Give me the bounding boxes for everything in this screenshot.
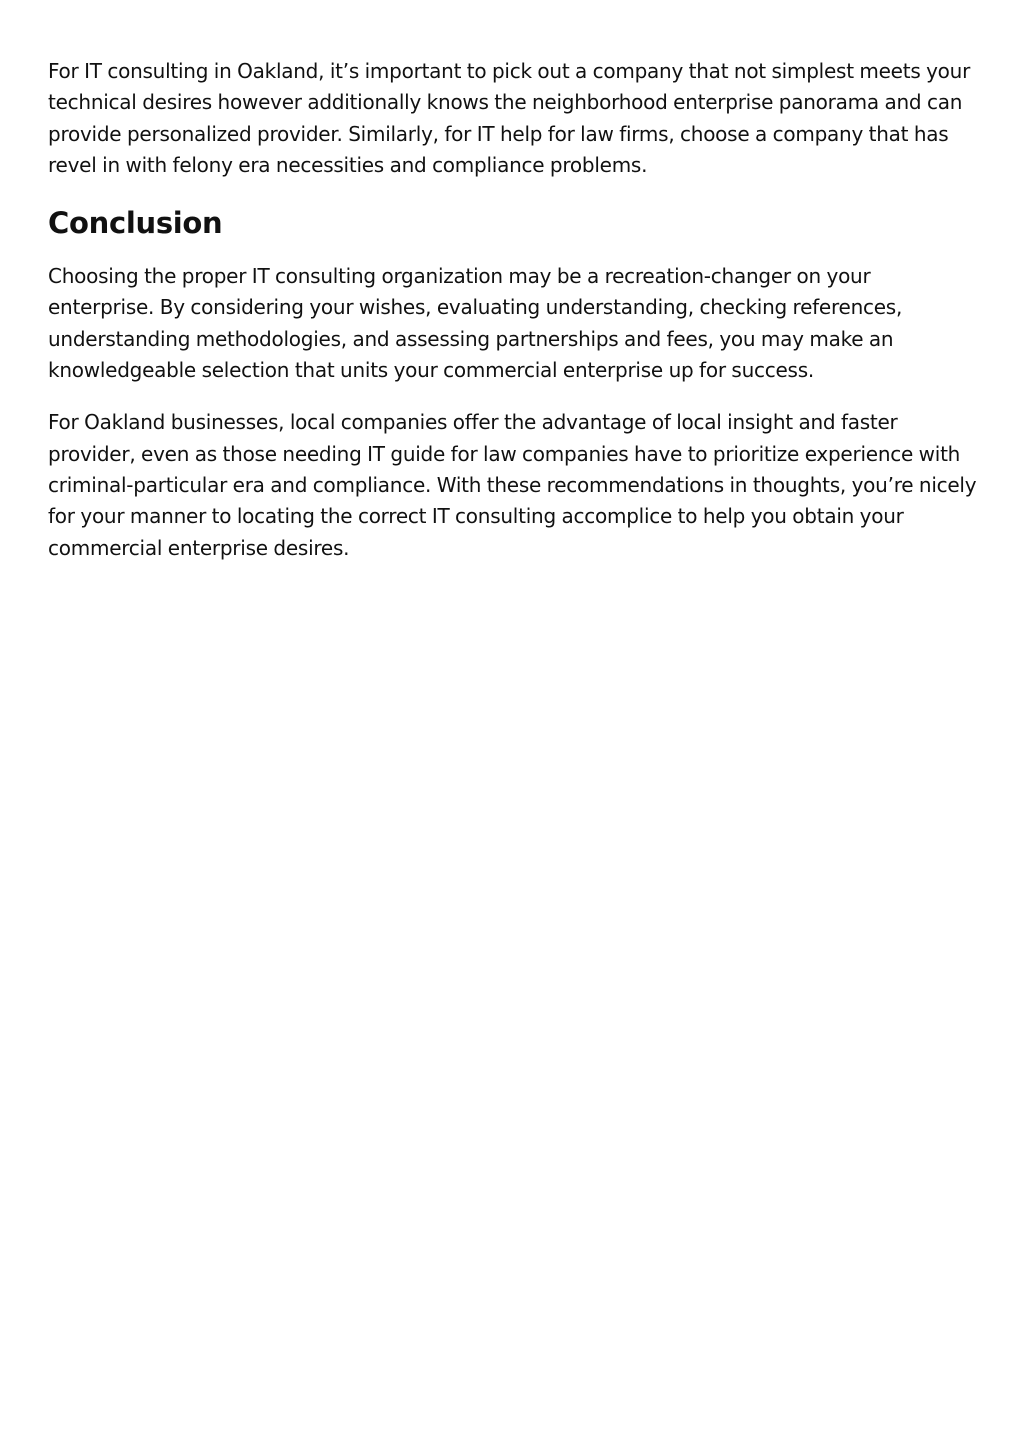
- article-body: [48, 56, 978, 564]
- intro-paragraph: For IT consulting in Oakland, it’s important to pick out a company that not simplest meets your technical desires however additionally knows the neighborhood enterprise panorama and can provide personalized provider. Similarly, for IT help for law firms, choose a company that has revel in with felony era necessities and compliance problems.: [48, 59, 971, 177]
- conclusion-heading: Conclusion: [48, 206, 223, 241]
- conclusion-paragraph-1: Choosing the proper IT consulting organization may be a recreation-changer on your enterprise. By considering your wishes, evaluating understanding, checking references, understanding methodologies, and assessing partnerships and fees, you may make an knowledgeable selection that units your commercial enterprise up for success.: [48, 264, 903, 383]
- conclusion-paragraph-2: For Oakland businesses, local companies offer the advantage of local insight and faster provider, even as those needing IT guide for law companies have to prioritize experience with criminal-particular era and compliance. With these recommendations in thoughts, you’re nicely for your manner to locating the correct IT consulting accomplice to help you obtain your commercial enterprise desires.: [48, 410, 977, 560]
